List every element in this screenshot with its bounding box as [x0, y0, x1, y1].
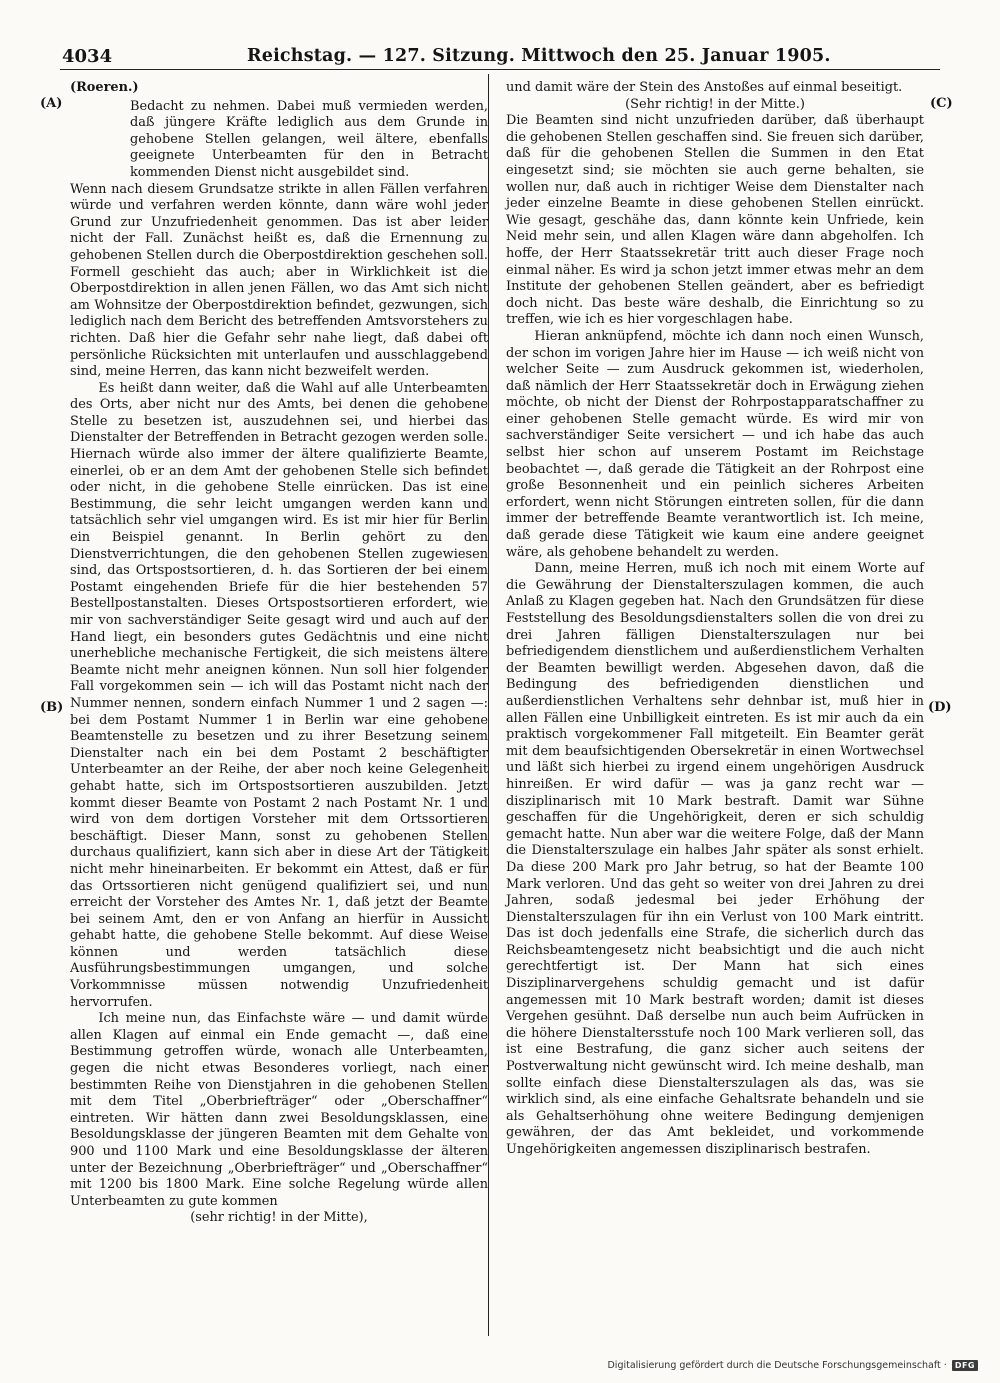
credit-text: Digitalisierung gefördert durch die Deutsche Forschungsgemeinschaft ·	[607, 1360, 947, 1371]
dfg-logo: DFG	[952, 1360, 978, 1371]
digitization-credit	[607, 1360, 978, 1371]
column-divider	[488, 74, 489, 1336]
left-column	[70, 80, 488, 1227]
interjection: (Sehr richtig! in der Mitte.)	[625, 96, 805, 112]
margin-mark-a: (A)	[40, 96, 63, 111]
paragraph: Dann, meine Herren, muß ich noch mit einem Worte auf die Gewährung der Dienstalterszulagen kommen, die auch Anlaß zu Klagen gegeben hat. Nach den Grundsätzen für diese Feststellung des Besoldungsdienstalters sollen die von drei zu drei Jahren fälligen Dienstalterszulagen nur bei befriedigendem dienstlichem und außerdienstlichem Verhalten der Beamten bewilligt werden. Abgesehen davon, daß die Bedingung des befriedigenden dienstlichen und außerdienstlichen Verhaltens sehr dehnbar ist, muß hier in allen Fällen eine Unbilligkeit eintreten. Es ist mir auch da ein praktisch vorgekommener Fall mitgeteilt. Ein Beamter gerät mit dem beaufsichtigenden Obersekretär in einen Wortwechsel und läßt sich hierbei zu irgend einem ungehörigen Ausdruck hinreißen. Er wird dafür — was ja ganz recht war — disziplinarisch mit 10 Mark bestraft. Damit war Sühne geschaffen für die Ungehörigkeit, deren er sich schuldig gemacht hatte. Nun aber war die weitere Folge, daß der Mann die Dienstalterszulage ein halbes Jahr später als sonst erhielt. Da diese 200 Mark pro Jahr betrug, so hat der Beamte 100 Mark verloren. Und das geht so weiter von drei Jahren zu drei Jahren, sodaß jedesmal bei jeder Erhöhung der Dienstalterszulagen für ihn ein Verlust von 100 Mark eintritt. Das ist doch jedenfalls eine Strafe, die sicherlich durch das Reichsbeamtengesetz nicht beabsichtigt und die auch nicht gerechtfertigt ist. Der Mann hat sich eines Disziplinarvergehens schuldig gemacht und ist dafür angemessen mit 10 Mark bestraft worden; damit ist dieses Vergehen gesühnt. Daß derselbe nun auch beim Aufrücken in die höhere Dienstaltersstufe noch 100 Mark verlieren soll, das ist eine Bestrafung, die ganz sicher auch seitens der Postverwaltung nicht gewünscht wird. Ich meine deshalb, man sollte einfach diese Dienstalterszulagen als das, was sie wirklich sind, als eine einfache Gehaltsrate behandeln und sie als Gehaltserhöhung ohne weitere Bedingung demjenigen gewähren, der das Amt bekleidet, und vorkommende Ungehörigkeiten angemessen disziplinarisch bestrafen.	[506, 561, 924, 1157]
paragraph: Es heißt dann weiter, daß die Wahl auf alle Unterbeamten des Orts, aber nicht nur des Amts, bei denen die gehobene Stelle zu besetzen ist, auszudehnen sei, und hierbei das Dienstalter der Betreffenden in Betracht gezogen werden solle. Hiernach würde also immer der ältere qualifizierte Beamte, einerlei, ob er an dem Amt der gehobenen Stelle sich befindet oder nicht, in die gehobene Stelle einrücken. Das ist eine Bestimmung, die sehr leicht umgangen werden kann und tatsächlich sehr viel umgangen wird. Es ist mir hier für Berlin ein Beispiel genannt. In Berlin gehört zu den Dienstverrichtungen, die den gehobenen Stellen zugewiesen sind, das Ortspostsortieren, d. h. das Sortieren der bei einem Postamt eingehenden Briefe für die hier bestehenden 57 Bestellpostanstalten. Dieses Ortspostsortieren erfordert, wie mir von sachverständiger Seite gesagt wird und auch auf der Hand liegt, ein besonders gutes Gedächtnis und eine nicht unerhebliche mechanische Fertigkeit, die sich meistens ältere Beamte nicht mehr aneignen können. Nun soll hier folgender Fall vorgekommen sein — ich will das Postamt nicht nach der Nummer nennen, sondern einfach Nummer 1 und 2 sagen —: bei dem Postamt Nummer 1 in Berlin war eine gehobene Beamtenstelle zu besetzen und zu ihrer Besetzung seinem Dienstalter nach ein bei dem Postamt 2 beschäftigter Unterbeamter an der Reihe, der aber noch keine Gelegenheit gehabt hatte, sich im Ortspostsortieren auszubilden. Jetzt kommt dieser Beamte von Postamt 2 nach Postamt Nr. 1 und wird von dem dortigen Vorsteher mit dem Ortssortieren beschäftigt. Dieser Mann, sonst zu gehobenen Stellen durchaus qualifiziert, kann sich aber in diese Art der Tätigkeit nicht mehr hineinarbeiten. Er bekommt ein Attest, daß er für das Ortssortieren nicht genügend qualifiziert sei, und nun erreicht der Vorsteher des Amtes Nr. 1, daß jetzt der Beamte bei seinem Amt, den er von Anfang an hierfür in Aussicht gehabt hatte, die gehobene Stelle bekommt. Auf diese Weise können und werden tatsächlich diese Ausführungsbestimmungen umgangen, und solche Vorkommnisse müssen notwendig Unzufriedenheit hervorrufen.	[70, 380, 488, 1010]
paragraph: Die Beamten sind nicht unzufrieden darüber, daß überhaupt die gehobenen Stellen geschaffen sind. Sie freuen sich darüber, daß für die gehobenen Stellen die Summen in den Etat eingesetzt sind; sie möchten sie auch gerne behalten, sie wollen nur, daß auch in richtiger Weise dem Dienstalter nach jeder einzelne Beamte in diese gehobenen Stellen einrückt. Wie gesagt, geschähe das, dann könnte kein Unfriede, kein Neid mehr sein, und allen Klagen wäre dann abgeholfen. Ich hoffe, der Herr Staatssekretär tritt auch dieser Frage noch einmal näher. Es wird ja schon jetzt immer etwas mehr an dem Institute der gehobenen Stellen geändert, aber es befriedigt doch nicht. Das beste wäre deshalb, die Einrichtung so zu treffen, wie ich es hier vorgeschlagen habe.	[506, 113, 924, 328]
page-number: 4034	[62, 46, 113, 67]
header-rule	[60, 69, 940, 70]
margin-mark-c: (C)	[930, 96, 953, 111]
interjection: (sehr richtig! in der Mitte),	[190, 1210, 368, 1226]
right-column	[506, 80, 924, 1159]
page-header	[62, 40, 942, 70]
speaker-label: (Roeren.)	[70, 80, 139, 95]
running-head: Reichstag. — 127. Sitzung. Mittwoch den 25. Januar 1905.	[247, 46, 831, 66]
paragraph: Wenn nach diesem Grundsatze strikte in allen Fällen verfahren würde und verfahren werden könnte, dann wäre wohl jeder Grund zur Unzufriedenheit genommen. Das ist aber leider nicht der Fall. Zunächst heißt es, daß die Ernennung zu gehobenen Stellen durch die Oberpostdirektion geschehen soll. Formell geschieht das auch; aber in Wirklichkeit ist die Oberpostdirektion in allen jenen Fällen, wo das Amt sich nicht am Wohnsitze der Oberpostdirektion befindet, gezwungen, sich lediglich nach dem Bericht des betreffenden Amtsvorstehers zu richten. Daß hier die Gefahr sehr nahe liegt, daß dabei oft persönliche Rücksichten mit unterlaufen und ausschlaggebend sind, meine Herren, das kann nicht bezweifelt werden.	[70, 181, 488, 380]
margin-mark-b: (B)	[40, 700, 64, 715]
margin-mark-d: (D)	[928, 700, 952, 715]
paragraph: Ich meine nun, das Einfachste wäre — und damit würde allen Klagen auf einmal ein Ende gemacht —, daß eine Bestimmung getroffen würde, wonach alle Unterbeamten, gegen die nicht etwas Besonderes vorliegt, nach einer bestimmten Reihe von Dienstjahren in die gehobenen Stellen mit dem Titel „Oberbriefträger“ oder „Oberschaffner“ eintreten. Wir hätten dann zwei Besoldungsklassen, eine Besoldungsklasse der jüngeren Beamten mit dem Gehalte von 900 und 1100 Mark und eine Besoldungsklasse der älteren unter der Bezeichnung „Oberbriefträger“ und „Oberschaffner“ mit 1200 bis 1800 Mark. Eine solche Regelung würde allen Unterbeamten zu gute kommen	[70, 1011, 488, 1209]
paragraph: und damit wäre der Stein des Anstoßes auf einmal beseitigt.	[506, 80, 903, 95]
paragraph: Hieran anknüpfend, möchte ich dann noch einen Wunsch, der schon im vorigen Jahre hier im Hause — ich weiß nicht von welcher Seite — zum Ausdruck gekommen ist, wiederholen, daß nämlich der Herr Staatssekretär doch in Erwägung ziehen möchte, ob nicht der Dienst der Rohrpostapparatschaffner zu einer gehobenen Stelle gemacht würde. Es wird mir von sachverständiger Seite versichert — und ich habe das auch selbst hier schon auf unserem Postamt im Reichstage beobachtet —, daß gerade die Tätigkeit an der Rohrpost eine große Besonnenheit und ein peinlich sicheres Arbeiten erfordert, wenn nicht Störungen eintreten sollen, für die dann immer der betreffende Beamte verantwortlich ist. Ich meine, daß gerade diese Tätigkeit wie kaum eine andere geeignet wäre, als gehobene behandelt zu werden.	[506, 328, 924, 560]
paragraph: Bedacht zu nehmen. Dabei muß vermieden werden, daß jüngere Kräfte lediglich aus dem Grunde in gehobene Stellen gelangen, weil ältere, ebenfalls geeignete Unterbeamten für den in Betracht kommenden Dienst nicht ausgebildet sind.	[130, 98, 488, 180]
